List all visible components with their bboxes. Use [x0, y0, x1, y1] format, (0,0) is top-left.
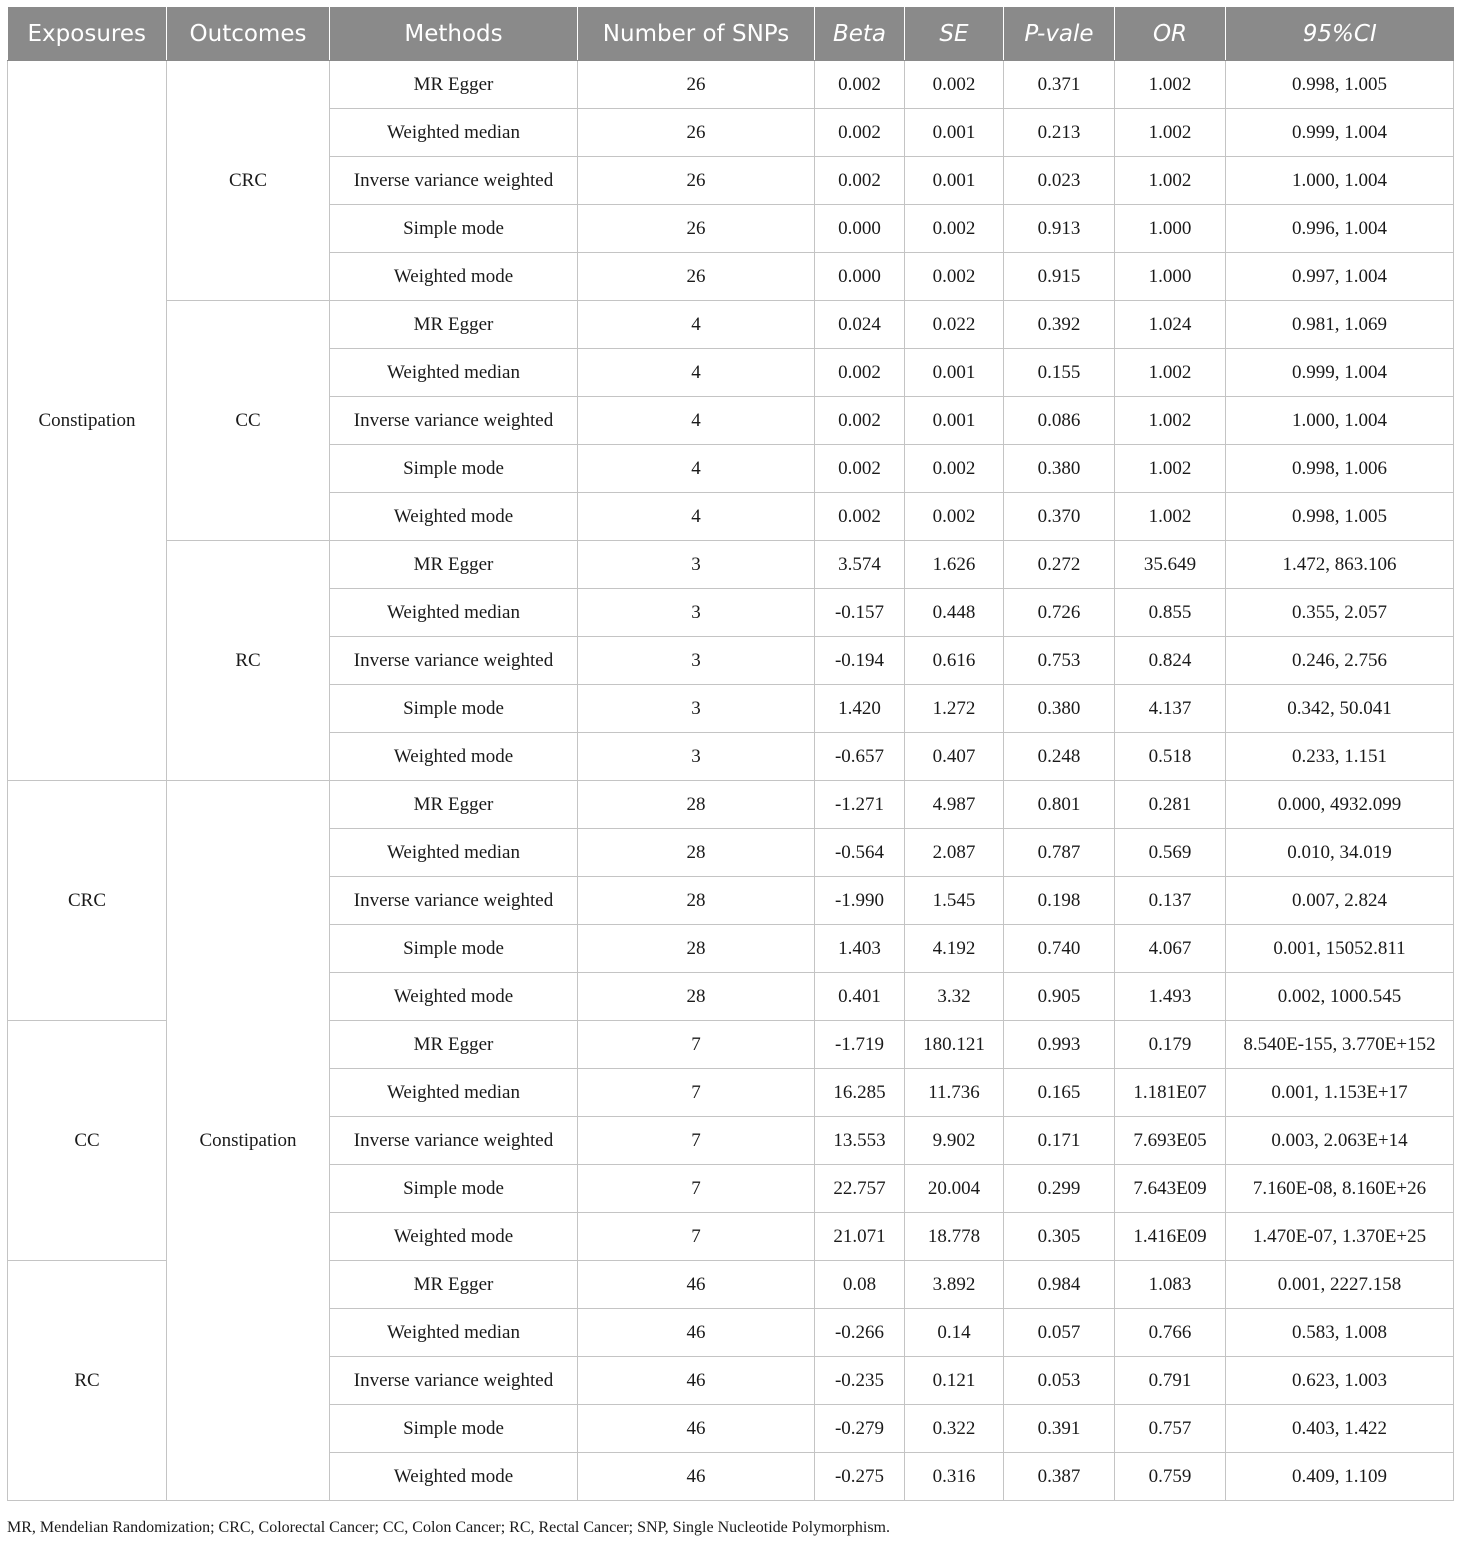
- p-value-cell: 0.371: [1004, 61, 1115, 109]
- se-cell: 20.004: [905, 1165, 1004, 1213]
- p-value-cell: 0.086: [1004, 397, 1115, 445]
- p-value-cell: 0.392: [1004, 301, 1115, 349]
- p-value-cell: 0.905: [1004, 973, 1115, 1021]
- p-value-cell: 0.787: [1004, 829, 1115, 877]
- beta-cell: 1.420: [815, 685, 905, 733]
- or-cell: 0.137: [1115, 877, 1226, 925]
- or-cell: 0.179: [1115, 1021, 1226, 1069]
- n-snps-cell: 26: [578, 109, 815, 157]
- se-cell: 1.626: [905, 541, 1004, 589]
- method-cell: Weighted median: [330, 829, 578, 877]
- beta-cell: 0.000: [815, 253, 905, 301]
- se-cell: 0.002: [905, 493, 1004, 541]
- or-cell: 1.083: [1115, 1261, 1226, 1309]
- beta-cell: -0.235: [815, 1357, 905, 1405]
- beta-cell: -0.266: [815, 1309, 905, 1357]
- ci95-cell: 0.246, 2.756: [1226, 637, 1454, 685]
- beta-cell: 0.002: [815, 349, 905, 397]
- beta-cell: -0.279: [815, 1405, 905, 1453]
- n-snps-cell: 28: [578, 781, 815, 829]
- ci95-cell: 0.999, 1.004: [1226, 109, 1454, 157]
- se-cell: 1.272: [905, 685, 1004, 733]
- p-value-cell: 0.380: [1004, 685, 1115, 733]
- method-cell: Weighted mode: [330, 1213, 578, 1261]
- n-snps-cell: 3: [578, 637, 815, 685]
- ci95-cell: 0.998, 1.005: [1226, 493, 1454, 541]
- se-cell: 2.087: [905, 829, 1004, 877]
- p-value-cell: 0.380: [1004, 445, 1115, 493]
- outcome-cell: Constipation: [167, 781, 330, 1501]
- n-snps-cell: 4: [578, 397, 815, 445]
- beta-cell: 0.002: [815, 157, 905, 205]
- se-cell: 11.736: [905, 1069, 1004, 1117]
- or-cell: 0.281: [1115, 781, 1226, 829]
- method-cell: Weighted median: [330, 589, 578, 637]
- or-cell: 1.000: [1115, 205, 1226, 253]
- n-snps-cell: 7: [578, 1069, 815, 1117]
- p-value-cell: 0.272: [1004, 541, 1115, 589]
- or-cell: 0.518: [1115, 733, 1226, 781]
- or-cell: 1.002: [1115, 445, 1226, 493]
- p-value-cell: 0.726: [1004, 589, 1115, 637]
- method-cell: Simple mode: [330, 1405, 578, 1453]
- method-cell: Weighted mode: [330, 1453, 578, 1501]
- se-cell: 0.616: [905, 637, 1004, 685]
- beta-cell: 13.553: [815, 1117, 905, 1165]
- exposure-cell: RC: [8, 1261, 167, 1501]
- table-row: [8, 541, 1454, 589]
- or-cell: 1.024: [1115, 301, 1226, 349]
- method-cell: MR Egger: [330, 61, 578, 109]
- beta-cell: 22.757: [815, 1165, 905, 1213]
- se-cell: 4.192: [905, 925, 1004, 973]
- beta-cell: -0.564: [815, 829, 905, 877]
- ci95-cell: 0.999, 1.004: [1226, 349, 1454, 397]
- beta-cell: -1.271: [815, 781, 905, 829]
- n-snps-cell: 4: [578, 493, 815, 541]
- or-cell: 0.569: [1115, 829, 1226, 877]
- beta-cell: 0.002: [815, 445, 905, 493]
- n-snps-cell: 3: [578, 589, 815, 637]
- ci95-cell: 0.233, 1.151: [1226, 733, 1454, 781]
- ci95-cell: 0.007, 2.824: [1226, 877, 1454, 925]
- or-cell: 0.766: [1115, 1309, 1226, 1357]
- method-cell: MR Egger: [330, 1261, 578, 1309]
- se-cell: 0.121: [905, 1357, 1004, 1405]
- method-cell: Weighted mode: [330, 973, 578, 1021]
- method-cell: Simple mode: [330, 1165, 578, 1213]
- n-snps-cell: 46: [578, 1309, 815, 1357]
- n-snps-cell: 7: [578, 1213, 815, 1261]
- se-cell: 0.407: [905, 733, 1004, 781]
- or-cell: 0.855: [1115, 589, 1226, 637]
- n-snps-cell: 7: [578, 1021, 815, 1069]
- method-cell: Inverse variance weighted: [330, 157, 578, 205]
- p-value-cell: 0.198: [1004, 877, 1115, 925]
- n-snps-cell: 4: [578, 301, 815, 349]
- beta-cell: 0.002: [815, 397, 905, 445]
- or-cell: 7.643E09: [1115, 1165, 1226, 1213]
- exposure-cell: CC: [8, 1021, 167, 1261]
- n-snps-cell: 46: [578, 1453, 815, 1501]
- or-cell: 0.791: [1115, 1357, 1226, 1405]
- beta-cell: 0.000: [815, 205, 905, 253]
- ci95-cell: 0.998, 1.006: [1226, 445, 1454, 493]
- se-cell: 3.892: [905, 1261, 1004, 1309]
- ci95-cell: 0.583, 1.008: [1226, 1309, 1454, 1357]
- method-cell: Simple mode: [330, 205, 578, 253]
- se-cell: 0.322: [905, 1405, 1004, 1453]
- beta-cell: 0.002: [815, 61, 905, 109]
- or-cell: 1.181E07: [1115, 1069, 1226, 1117]
- method-cell: Simple mode: [330, 445, 578, 493]
- ci95-cell: 0.409, 1.109: [1226, 1453, 1454, 1501]
- method-cell: MR Egger: [330, 1021, 578, 1069]
- n-snps-cell: 46: [578, 1261, 815, 1309]
- n-snps-cell: 28: [578, 829, 815, 877]
- se-cell: 0.002: [905, 61, 1004, 109]
- ci95-cell: 0.623, 1.003: [1226, 1357, 1454, 1405]
- p-value-cell: 0.171: [1004, 1117, 1115, 1165]
- se-cell: 0.022: [905, 301, 1004, 349]
- or-cell: 4.067: [1115, 925, 1226, 973]
- col-header-beta: Beta: [815, 7, 905, 61]
- p-value-cell: 0.299: [1004, 1165, 1115, 1213]
- ci95-cell: 0.998, 1.005: [1226, 61, 1454, 109]
- n-snps-cell: 7: [578, 1165, 815, 1213]
- n-snps-cell: 26: [578, 61, 815, 109]
- or-cell: 0.824: [1115, 637, 1226, 685]
- n-snps-cell: 26: [578, 205, 815, 253]
- se-cell: 0.001: [905, 397, 1004, 445]
- beta-cell: -0.657: [815, 733, 905, 781]
- method-cell: Inverse variance weighted: [330, 877, 578, 925]
- n-snps-cell: 46: [578, 1357, 815, 1405]
- col-header-methods: Methods: [330, 7, 578, 61]
- method-cell: Weighted median: [330, 1069, 578, 1117]
- mr-results-table: [7, 7, 1454, 1501]
- n-snps-cell: 46: [578, 1405, 815, 1453]
- col-header-se: SE: [905, 7, 1004, 61]
- p-value-cell: 0.155: [1004, 349, 1115, 397]
- exposure-cell: Constipation: [8, 61, 167, 781]
- ci95-cell: 1.000, 1.004: [1226, 397, 1454, 445]
- beta-cell: -0.275: [815, 1453, 905, 1501]
- or-cell: 0.759: [1115, 1453, 1226, 1501]
- outcome-cell: RC: [167, 541, 330, 781]
- ci95-cell: 0.002, 1000.545: [1226, 973, 1454, 1021]
- ci95-cell: 1.472, 863.106: [1226, 541, 1454, 589]
- exposure-cell: CRC: [8, 781, 167, 1021]
- n-snps-cell: 3: [578, 541, 815, 589]
- p-value-cell: 0.248: [1004, 733, 1115, 781]
- p-value-cell: 0.993: [1004, 1021, 1115, 1069]
- p-value-cell: 0.165: [1004, 1069, 1115, 1117]
- ci95-cell: 0.981, 1.069: [1226, 301, 1454, 349]
- or-cell: 1.002: [1115, 61, 1226, 109]
- n-snps-cell: 26: [578, 157, 815, 205]
- ci95-cell: 0.001, 2227.158: [1226, 1261, 1454, 1309]
- se-cell: 18.778: [905, 1213, 1004, 1261]
- or-cell: 0.757: [1115, 1405, 1226, 1453]
- or-cell: 1.002: [1115, 349, 1226, 397]
- p-value-cell: 0.023: [1004, 157, 1115, 205]
- method-cell: MR Egger: [330, 781, 578, 829]
- se-cell: 0.002: [905, 205, 1004, 253]
- n-snps-cell: 4: [578, 349, 815, 397]
- method-cell: Weighted median: [330, 109, 578, 157]
- n-snps-cell: 26: [578, 253, 815, 301]
- ci95-cell: 0.403, 1.422: [1226, 1405, 1454, 1453]
- or-cell: 7.693E05: [1115, 1117, 1226, 1165]
- beta-cell: 16.285: [815, 1069, 905, 1117]
- se-cell: 0.002: [905, 253, 1004, 301]
- se-cell: 0.316: [905, 1453, 1004, 1501]
- se-cell: 3.32: [905, 973, 1004, 1021]
- col-header-outcomes: Outcomes: [167, 7, 330, 61]
- ci95-cell: 0.010, 34.019: [1226, 829, 1454, 877]
- beta-cell: -0.157: [815, 589, 905, 637]
- col-header-p-value: P-vale: [1004, 7, 1115, 61]
- ci95-cell: 0.996, 1.004: [1226, 205, 1454, 253]
- se-cell: 0.001: [905, 349, 1004, 397]
- p-value-cell: 0.391: [1004, 1405, 1115, 1453]
- method-cell: Weighted mode: [330, 253, 578, 301]
- p-value-cell: 0.057: [1004, 1309, 1115, 1357]
- se-cell: 0.002: [905, 445, 1004, 493]
- ci95-cell: 0.355, 2.057: [1226, 589, 1454, 637]
- col-header-exposures: Exposures: [8, 7, 167, 61]
- p-value-cell: 0.740: [1004, 925, 1115, 973]
- beta-cell: 0.002: [815, 109, 905, 157]
- or-cell: 4.137: [1115, 685, 1226, 733]
- method-cell: Simple mode: [330, 925, 578, 973]
- se-cell: 1.545: [905, 877, 1004, 925]
- p-value-cell: 0.801: [1004, 781, 1115, 829]
- ci95-cell: 0.003, 2.063E+14: [1226, 1117, 1454, 1165]
- method-cell: Weighted median: [330, 1309, 578, 1357]
- n-snps-cell: 28: [578, 973, 815, 1021]
- ci95-cell: 7.160E-08, 8.160E+26: [1226, 1165, 1454, 1213]
- p-value-cell: 0.753: [1004, 637, 1115, 685]
- beta-cell: 3.574: [815, 541, 905, 589]
- beta-cell: -1.990: [815, 877, 905, 925]
- beta-cell: 0.08: [815, 1261, 905, 1309]
- method-cell: MR Egger: [330, 301, 578, 349]
- se-cell: 0.448: [905, 589, 1004, 637]
- n-snps-cell: 3: [578, 685, 815, 733]
- table-body: [8, 61, 1454, 1501]
- p-value-cell: 0.305: [1004, 1213, 1115, 1261]
- method-cell: Inverse variance weighted: [330, 637, 578, 685]
- n-snps-cell: 28: [578, 925, 815, 973]
- ci95-cell: 0.000, 4932.099: [1226, 781, 1454, 829]
- table-container: [7, 7, 1453, 1501]
- or-cell: 1.002: [1115, 493, 1226, 541]
- p-value-cell: 0.387: [1004, 1453, 1115, 1501]
- or-cell: 1.002: [1115, 109, 1226, 157]
- p-value-cell: 0.213: [1004, 109, 1115, 157]
- p-value-cell: 0.370: [1004, 493, 1115, 541]
- header-row: [8, 7, 1454, 61]
- beta-cell: -0.194: [815, 637, 905, 685]
- col-header-number-of-snps: Number of SNPs: [578, 7, 815, 61]
- method-cell: MR Egger: [330, 541, 578, 589]
- col-header-95ci: 95%CI: [1226, 7, 1454, 61]
- p-value-cell: 0.053: [1004, 1357, 1115, 1405]
- outcome-cell: CC: [167, 301, 330, 541]
- se-cell: 180.121: [905, 1021, 1004, 1069]
- p-value-cell: 0.915: [1004, 253, 1115, 301]
- ci95-cell: 0.001, 15052.811: [1226, 925, 1454, 973]
- ci95-cell: 0.997, 1.004: [1226, 253, 1454, 301]
- n-snps-cell: 7: [578, 1117, 815, 1165]
- method-cell: Weighted median: [330, 349, 578, 397]
- ci95-cell: 1.470E-07, 1.370E+25: [1226, 1213, 1454, 1261]
- table-footnote: MR, Mendelian Randomization; CRC, Colorectal Cancer; CC, Colon Cancer; RC, Rectal Cancer; SNP, Single Nucleotide Polymorphism.: [7, 1519, 890, 1536]
- table-row: [8, 781, 1454, 829]
- or-cell: 1.002: [1115, 397, 1226, 445]
- beta-cell: 0.002: [815, 493, 905, 541]
- se-cell: 4.987: [905, 781, 1004, 829]
- method-cell: Simple mode: [330, 685, 578, 733]
- outcome-cell: CRC: [167, 61, 330, 301]
- ci95-cell: 0.001, 1.153E+17: [1226, 1069, 1454, 1117]
- beta-cell: -1.719: [815, 1021, 905, 1069]
- or-cell: 1.416E09: [1115, 1213, 1226, 1261]
- beta-cell: 0.024: [815, 301, 905, 349]
- n-snps-cell: 28: [578, 877, 815, 925]
- se-cell: 0.001: [905, 157, 1004, 205]
- se-cell: 9.902: [905, 1117, 1004, 1165]
- p-value-cell: 0.984: [1004, 1261, 1115, 1309]
- method-cell: Inverse variance weighted: [330, 397, 578, 445]
- or-cell: 1.002: [1115, 157, 1226, 205]
- method-cell: Inverse variance weighted: [330, 1117, 578, 1165]
- or-cell: 1.493: [1115, 973, 1226, 1021]
- beta-cell: 1.403: [815, 925, 905, 973]
- se-cell: 0.001: [905, 109, 1004, 157]
- se-cell: 0.14: [905, 1309, 1004, 1357]
- or-cell: 35.649: [1115, 541, 1226, 589]
- method-cell: Weighted mode: [330, 733, 578, 781]
- method-cell: Inverse variance weighted: [330, 1357, 578, 1405]
- ci95-cell: 1.000, 1.004: [1226, 157, 1454, 205]
- col-header-or: OR: [1115, 7, 1226, 61]
- table-row: [8, 61, 1454, 109]
- ci95-cell: 8.540E-155, 3.770E+152: [1226, 1021, 1454, 1069]
- method-cell: Weighted mode: [330, 493, 578, 541]
- n-snps-cell: 3: [578, 733, 815, 781]
- beta-cell: 21.071: [815, 1213, 905, 1261]
- or-cell: 1.000: [1115, 253, 1226, 301]
- table-row: [8, 301, 1454, 349]
- beta-cell: 0.401: [815, 973, 905, 1021]
- ci95-cell: 0.342, 50.041: [1226, 685, 1454, 733]
- n-snps-cell: 4: [578, 445, 815, 493]
- p-value-cell: 0.913: [1004, 205, 1115, 253]
